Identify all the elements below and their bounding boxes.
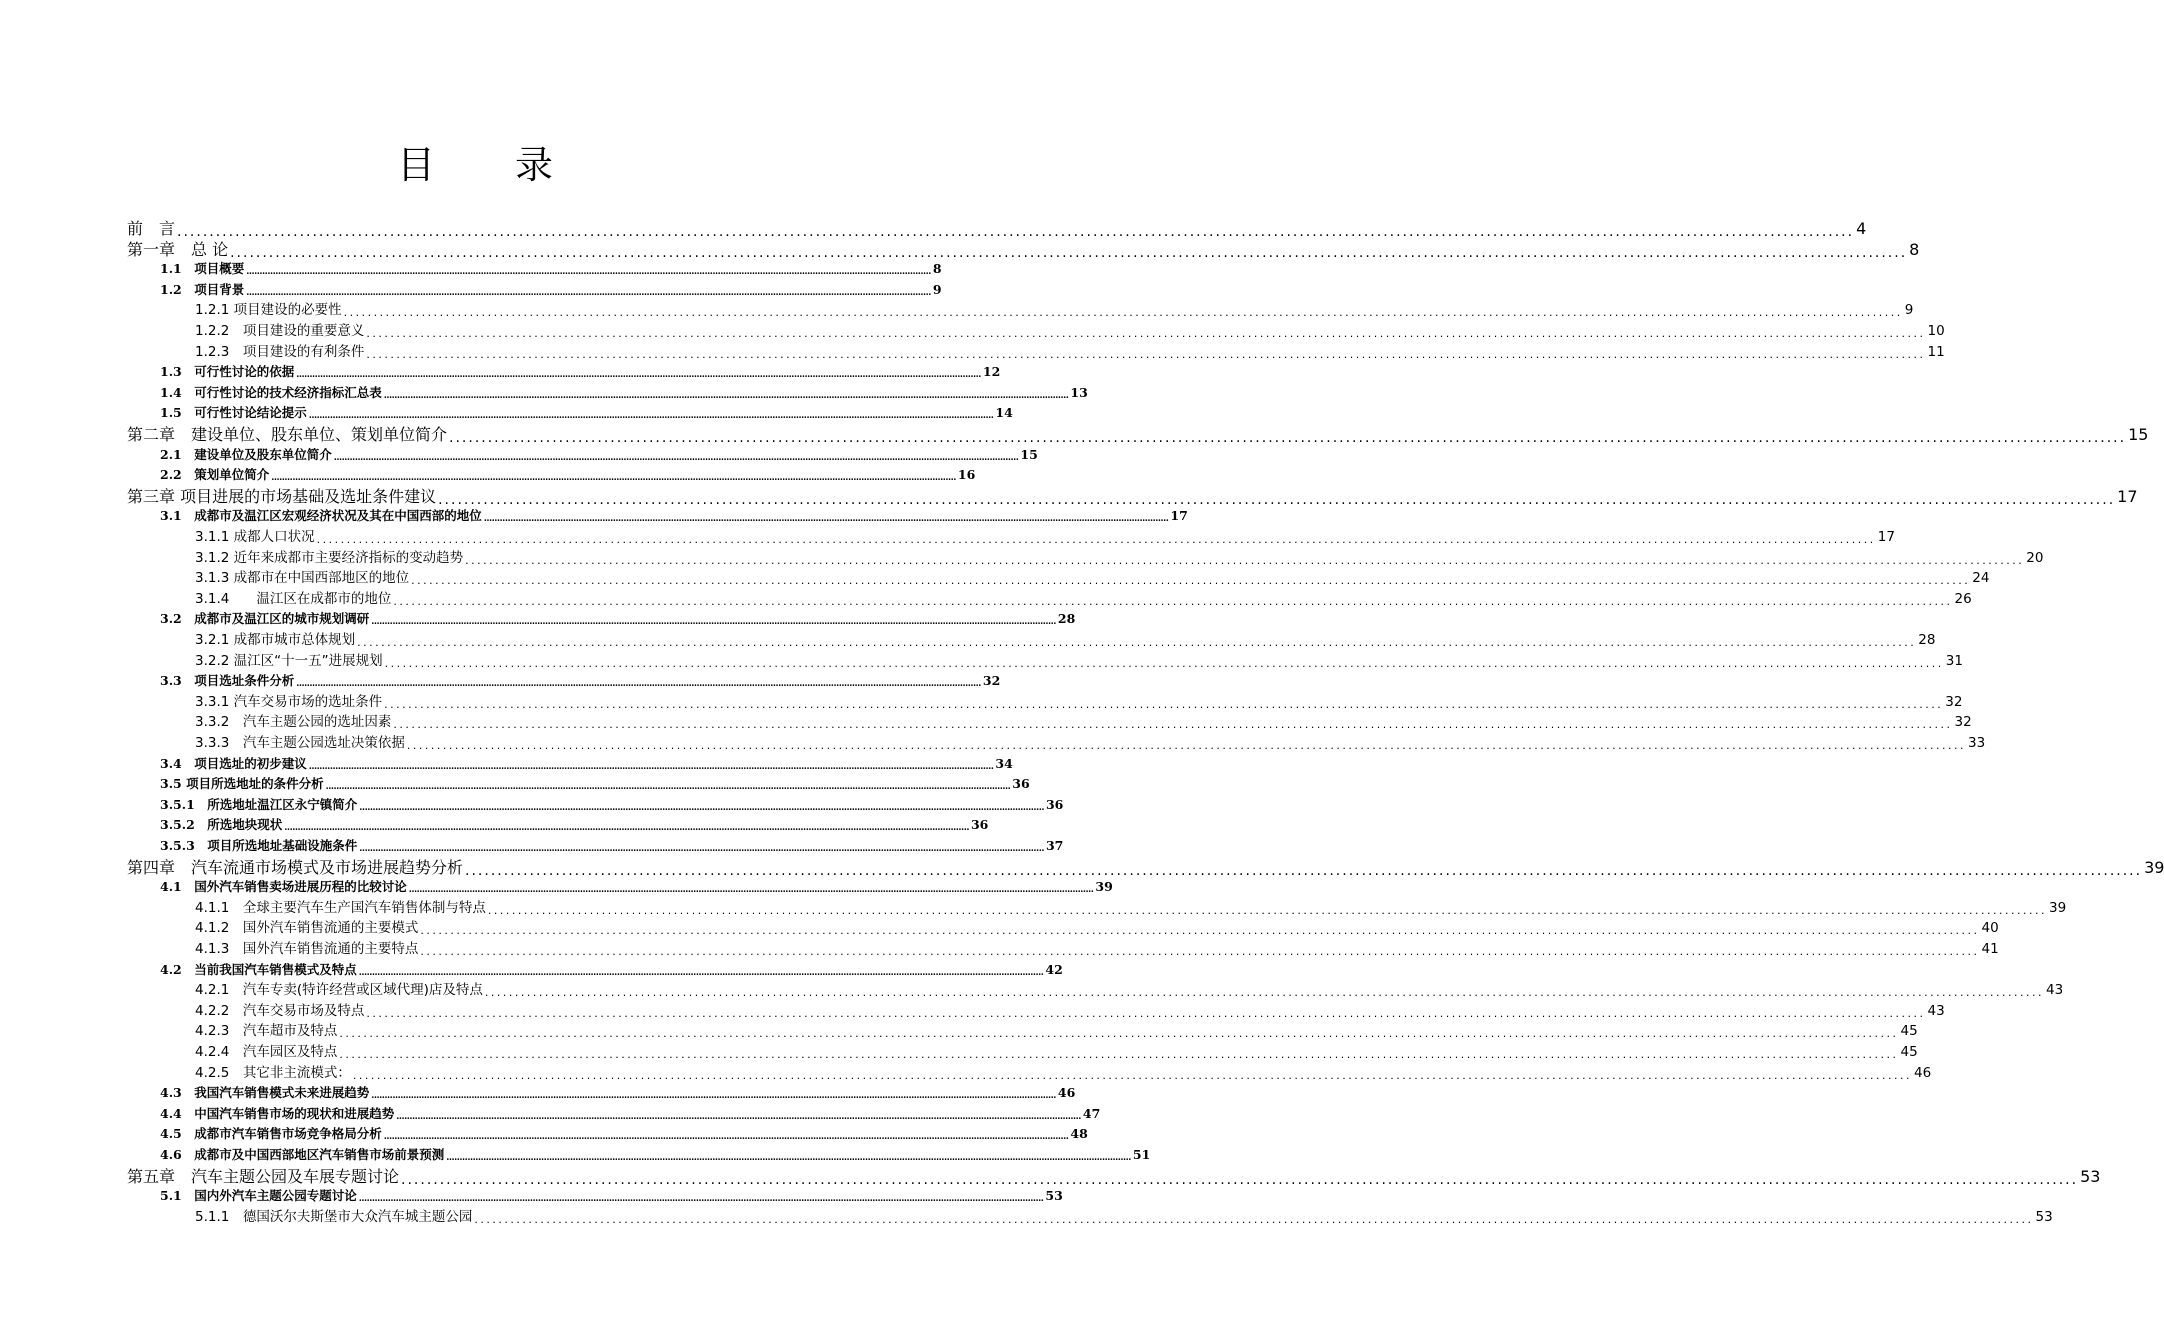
toc-entry-page: 32: [1954, 714, 1972, 731]
toc-entry-page: 34: [995, 755, 1013, 771]
toc-entry-label: 3.1.4 温江区在成都市的地位: [195, 590, 392, 607]
toc-entry[interactable]: [160, 877, 1113, 897]
toc-entry-page: 14: [995, 405, 1013, 421]
toc-entry-label: 4.5 成都市汽车销售市场竞争格局分析: [160, 1126, 382, 1142]
toc-entry[interactable]: [160, 960, 1063, 980]
toc-leader-dots: ....................................................................................................................................................................................................................................................................: [474, 1212, 2034, 1226]
toc-leader-dots: ....................................................................................................................................................................................................................................................................: [406, 739, 1966, 752]
toc-entry-label: 4.2.5 其它非主流模式：: [195, 1064, 351, 1081]
toc-leader-dots: ....................................................................................................................................................................................................................................................................: [484, 986, 2045, 1000]
toc-entry-page: 8: [1909, 239, 1920, 259]
toc-entry-page: 17: [2117, 486, 2138, 506]
toc-entry[interactable]: [195, 589, 1972, 609]
toc-leader-dots: ....................................................................................................................................................................................................................................................................: [271, 473, 956, 484]
toc-entry-label: 3.2.2 温江区“十一五”进展规划: [195, 652, 383, 669]
toc-leader-dots: ....................................................................................................................................................................................................................................................................: [383, 1132, 1069, 1143]
toc-entry-page: 26: [1954, 590, 1972, 607]
toc-entry[interactable]: [160, 754, 1013, 774]
toc-entry-label: 1.2.1 项目建设的必要性: [195, 302, 342, 319]
toc-entry-page: 51: [1132, 1147, 1151, 1162]
toc-entry-page: 33: [1967, 735, 1986, 751]
toc-leader-dots: ....................................................................................................................................................................................................................................................................: [420, 945, 1980, 958]
toc-entry[interactable]: [195, 692, 1963, 712]
toc-leader-dots: ....................................................................................................................................................................................................................................................................: [359, 802, 1044, 813]
toc-entry[interactable]: [195, 548, 2044, 568]
toc-entry-label: 4.3 我国汽车销售模式未来进展趋势: [160, 1085, 370, 1101]
toc-entry[interactable]: [160, 383, 1088, 403]
toc-entry[interactable]: [160, 1145, 1151, 1165]
toc-entry-page: 37: [1045, 838, 1064, 853]
toc-entry-page: 40: [1981, 920, 1999, 937]
toc-entry-label: 前 言: [127, 219, 176, 238]
toc-leader-dots: ....................................................................................................................................................................................................................................................................: [343, 306, 1903, 320]
toc-entry[interactable]: [195, 321, 1945, 341]
toc-entry-page: 32: [1945, 693, 1963, 710]
toc-entry-label: 3.1.1 成都人口状况: [195, 529, 315, 545]
toc-entry[interactable]: [160, 445, 1038, 465]
toc-entry-page: 17: [1170, 508, 1188, 524]
toc-leader-dots: ....................................................................................................................................................................................................................................................................: [358, 1194, 1044, 1205]
toc-leader-dots: ....................................................................................................................................................................................................................................................................: [383, 390, 1069, 401]
toc-entry[interactable]: [195, 1042, 1918, 1062]
toc-entry[interactable]: [160, 403, 1013, 423]
toc-leader-dots: ....................................................................................................................................................................................................................................................................: [371, 1091, 1056, 1102]
toc-entry[interactable]: [195, 733, 1986, 753]
toc-entry[interactable]: [160, 465, 976, 485]
page-title: 目 录: [396, 143, 588, 187]
toc-leader-dots: ....................................................................................................................................................................................................................................................................: [408, 885, 1094, 896]
toc-entry-page: 31: [1945, 652, 1963, 669]
toc-entry-label: 3.2 成都市及温江区的城市规划调研: [160, 611, 370, 627]
toc-entry-label: 3.5.2 所选地块现状: [160, 817, 283, 833]
toc-entry-page: 45: [1900, 1023, 1918, 1040]
toc-entry[interactable]: [127, 218, 1867, 240]
toc-entry[interactable]: [160, 671, 1001, 691]
toc-entry-page: 46: [1913, 1064, 1932, 1081]
toc-entry-label: 1.2.3 项目建设的有利条件: [195, 343, 365, 360]
toc-entry-page: 39: [2048, 899, 2067, 916]
toc-entry-label: 3.5.3 项目所选地址基础设施条件: [160, 838, 358, 853]
toc-entry-page: 36: [970, 817, 989, 833]
toc-entry-label: 1.3 可行性讨论的依据: [160, 364, 295, 380]
toc-leader-dots: ....................................................................................................................................................................................................................................................................: [393, 718, 1953, 732]
toc-entry-label: 第三章 项目进展的市场基础及选址条件建议: [127, 486, 437, 506]
toc-entry[interactable]: [195, 651, 1963, 671]
toc-entry[interactable]: [195, 1021, 1918, 1041]
toc-entry-page: 11: [1927, 343, 1945, 360]
toc-leader-dots: ....................................................................................................................................................................................................................................................................: [396, 1111, 1081, 1122]
toc-entry-label: 4.2 当前我国汽车销售模式及特点: [160, 961, 357, 977]
toc-entry-page: 32: [982, 673, 1001, 689]
toc-leader-dots: ....................................................................................................................................................................................................................................................................: [308, 411, 994, 422]
toc-entry[interactable]: [195, 527, 1895, 547]
toc-entry[interactable]: [195, 980, 2064, 1000]
toc-entry-page: 9: [932, 281, 942, 297]
toc-leader-dots: ....................................................................................................................................................................................................................................................................: [325, 782, 1011, 793]
toc-leader-dots: ....................................................................................................................................................................................................................................................................: [411, 574, 1971, 588]
toc-entry-page: 53: [2080, 1166, 2101, 1186]
toc-leader-dots: ....................................................................................................................................................................................................................................................................: [230, 244, 1908, 261]
toc-entry[interactable]: [160, 836, 1064, 856]
toc-entry[interactable]: [195, 342, 1945, 362]
toc-entry[interactable]: [195, 300, 1914, 320]
toc-entry[interactable]: [160, 506, 1188, 526]
toc-entry[interactable]: [195, 1207, 2053, 1227]
toc-entry-page: 39: [2144, 857, 2164, 877]
toc-entry-label: 5.1 国内外汽车主题公园专题讨论: [160, 1188, 357, 1204]
toc-entry-page: 8: [932, 261, 942, 277]
toc-entry-page: 17: [1877, 529, 1895, 545]
toc-entry-page: 45: [1900, 1044, 1918, 1060]
toc-entry-page: 12: [982, 364, 1001, 380]
toc-entry-page: 43: [2046, 982, 2064, 999]
toc-leader-dots: ....................................................................................................................................................................................................................................................................: [177, 224, 1855, 240]
toc-entry-label: 第四章 汽车流通市场模式及市场进展趋势分析: [127, 857, 464, 877]
toc-entry-page: 4: [1856, 219, 1867, 238]
toc-leader-dots: ....................................................................................................................................................................................................................................................................: [358, 967, 1044, 978]
toc-entry-label: 5.1.1 德国沃尔夫斯堡市大众汽车城主题公园: [195, 1208, 473, 1225]
toc-entry-page: 13: [1070, 384, 1088, 400]
toc-leader-dots: ....................................................................................................................................................................................................................................................................: [483, 514, 1169, 525]
toc-entry-label: 3.1.2 近年来成都市主要经济指标的变动趋势: [195, 549, 464, 566]
toc-entry[interactable]: [160, 795, 1064, 815]
toc-entry-page: 47: [1082, 1105, 1101, 1121]
toc-entry[interactable]: [160, 1186, 1063, 1206]
toc-leader-dots: ....................................................................................................................................................................................................................................................................: [384, 697, 1944, 711]
toc-entry[interactable]: [160, 774, 1030, 794]
toc-entry-page: 10: [1927, 323, 1945, 339]
toc-entry[interactable]: [160, 362, 1001, 382]
toc-entry[interactable]: [160, 815, 989, 835]
toc-entry-page: 53: [2035, 1208, 2053, 1225]
toc-entry[interactable]: [195, 630, 1936, 650]
toc-entry-page: 36: [1012, 776, 1030, 792]
toc-entry-label: 3.3.2 汽车主题公园的选址因素: [195, 714, 392, 731]
toc-entry-page: 41: [1981, 941, 1999, 957]
toc-entry[interactable]: [195, 568, 1990, 588]
toc-entry-page: 16: [957, 467, 976, 483]
toc-entry-label: 4.1.2 国外汽车销售流通的主要模式: [195, 920, 419, 937]
toc-leader-dots: ....................................................................................................................................................................................................................................................................: [296, 679, 981, 690]
toc-entry[interactable]: [195, 1001, 1945, 1021]
toc-entry[interactable]: [127, 239, 1920, 261]
toc-leader-dots: ....................................................................................................................................................................................................................................................................: [352, 1068, 1912, 1082]
toc-entry-label: 4.2.4 汽车园区及特点: [195, 1044, 338, 1060]
toc-entry[interactable]: [195, 712, 1972, 732]
toc-entry-label: 4.2.2 汽车交易市场及特点: [195, 1002, 365, 1019]
toc-leader-dots: ....................................................................................................................................................................................................................................................................: [246, 287, 931, 298]
toc-leader-dots: ....................................................................................................................................................................................................................................................................: [401, 1171, 2079, 1188]
toc-leader-dots: ....................................................................................................................................................................................................................................................................: [366, 1006, 1926, 1020]
toc-leader-dots: ....................................................................................................................................................................................................................................................................: [339, 1048, 1899, 1061]
toc-leader-dots: ....................................................................................................................................................................................................................................................................: [487, 903, 2047, 917]
toc-entry-label: 第一章 总 论: [127, 239, 229, 259]
toc-leader-dots: ....................................................................................................................................................................................................................................................................: [438, 491, 2116, 508]
toc-entry-label: 3.5.1 所选地址温江区永宁镇简介: [160, 796, 358, 812]
toc-entry-label: 4.1 国外汽车销售卖场进展历程的比较讨论: [160, 879, 407, 895]
toc-entry-label: 第二章 建设单位、股东单位、策划单位简介: [127, 425, 448, 444]
toc-entry-page: 46: [1057, 1085, 1076, 1101]
toc-leader-dots: ....................................................................................................................................................................................................................................................................: [465, 862, 2143, 879]
toc-entry-label: 4.4 中国汽车销售市场的现状和进展趋势: [160, 1105, 395, 1121]
toc-entry-page: 24: [1972, 570, 1990, 587]
toc-entry[interactable]: [195, 918, 1999, 938]
toc-entry-label: 3.1 成都市及温江区宏观经济状况及其在中国西部的地位: [160, 508, 482, 524]
toc-leader-dots: ....................................................................................................................................................................................................................................................................: [393, 594, 1953, 608]
toc-entry[interactable]: [160, 280, 942, 300]
toc-entry-page: 53: [1045, 1188, 1063, 1204]
toc-entry-page: 9: [1904, 302, 1914, 319]
toc-entry-label: 2.1 建设单位及股东单位简介: [160, 446, 332, 462]
toc-entry-page: 28: [1057, 611, 1076, 627]
toc-entry[interactable]: [160, 1104, 1101, 1124]
toc-entry-label: 3.3.1 汽车交易市场的选址条件: [195, 693, 383, 710]
toc-entry-label: 4.1.1 全球主要汽车生产国汽车销售体制与特点: [195, 899, 486, 916]
toc-leader-dots: ....................................................................................................................................................................................................................................................................: [465, 553, 2025, 567]
toc-entry-label: 4.1.3 国外汽车销售流通的主要特点: [195, 941, 419, 957]
toc-leader-dots: ....................................................................................................................................................................................................................................................................: [333, 452, 1019, 463]
toc-entry-page: 48: [1070, 1126, 1088, 1142]
toc-entry[interactable]: [160, 1083, 1076, 1103]
toc-entry-label: 3.2.1 成都市城市总体规划: [195, 632, 356, 648]
toc-leader-dots: ....................................................................................................................................................................................................................................................................: [284, 823, 969, 834]
toc-entry-label: 1.2 项目背景: [160, 281, 245, 297]
toc-entry-label: 3.4 项目选址的初步建议: [160, 755, 307, 771]
toc-entry-label: 1.1 项目概要: [160, 261, 245, 277]
toc-leader-dots: ....................................................................................................................................................................................................................................................................: [357, 636, 1917, 649]
toc-entry-page: 20: [2026, 549, 2044, 566]
toc-entry[interactable]: [127, 486, 2138, 508]
toc-leader-dots: ....................................................................................................................................................................................................................................................................: [308, 761, 994, 772]
toc-leader-dots: ....................................................................................................................................................................................................................................................................: [384, 656, 1944, 670]
toc-entry-page: 39: [1095, 879, 1113, 895]
toc-leader-dots: ....................................................................................................................................................................................................................................................................: [366, 347, 1926, 361]
toc-entry-label: 1.2.2 项目建设的重要意义: [195, 323, 365, 339]
toc-leader-dots: ....................................................................................................................................................................................................................................................................: [316, 533, 1876, 546]
toc-entry-label: 3.5 项目所选地址的条件分析: [160, 776, 324, 792]
toc-entry-page: 43: [1927, 1002, 1945, 1019]
toc-leader-dots: ....................................................................................................................................................................................................................................................................: [359, 844, 1044, 854]
toc-entry[interactable]: [127, 1166, 2101, 1188]
toc-leader-dots: ....................................................................................................................................................................................................................................................................: [420, 924, 1980, 938]
toc-leader-dots: ....................................................................................................................................................................................................................................................................: [339, 1027, 1899, 1041]
toc-leader-dots: ....................................................................................................................................................................................................................................................................: [446, 1153, 1131, 1163]
toc-entry-page: 36: [1045, 796, 1064, 812]
toc-entry[interactable]: [127, 857, 2164, 879]
toc-entry-label: 第五章 汽车主题公园及车展专题讨论: [127, 1166, 400, 1186]
toc-entry[interactable]: [195, 898, 2067, 918]
toc-entry-label: 3.3.3 汽车主题公园选址决策依据: [195, 735, 405, 751]
toc-leader-dots: ....................................................................................................................................................................................................................................................................: [246, 267, 931, 278]
toc-entry-label: 3.1.3 成都市在中国西部地区的地位: [195, 570, 410, 587]
toc-entry[interactable]: [195, 939, 1999, 959]
toc-entry[interactable]: [127, 424, 2149, 446]
toc-entry-label: 1.5 可行性讨论结论提示: [160, 405, 307, 421]
toc-entry-label: 4.2.1 汽车专卖(特许经营或区域代理)店及特点: [195, 982, 483, 999]
toc-leader-dots: ....................................................................................................................................................................................................................................................................: [366, 327, 1926, 340]
toc-entry-label: 4.6 成都市及中国西部地区汽车销售市场前景预测: [160, 1147, 445, 1162]
toc-entry[interactable]: [160, 259, 942, 279]
toc-entry-label: 2.2 策划单位简介: [160, 467, 270, 483]
toc-entry[interactable]: [160, 609, 1076, 629]
toc-leader-dots: ....................................................................................................................................................................................................................................................................: [296, 370, 981, 381]
toc-leader-dots: ....................................................................................................................................................................................................................................................................: [449, 430, 2127, 446]
toc-entry-page: 15: [2128, 425, 2149, 444]
toc-leader-dots: ....................................................................................................................................................................................................................................................................: [371, 617, 1056, 628]
toc-entry-label: 3.3 项目选址条件分析: [160, 673, 295, 689]
toc-entry-label: 1.4 可行性讨论的技术经济指标汇总表: [160, 384, 382, 400]
toc-entry-page: 15: [1020, 446, 1038, 462]
toc-entry-page: 42: [1045, 961, 1063, 977]
toc-entry-page: 28: [1918, 632, 1936, 648]
toc-entry[interactable]: [195, 1063, 1932, 1083]
toc-entry-label: 4.2.3 汽车超市及特点: [195, 1023, 338, 1040]
toc-entry[interactable]: [160, 1124, 1088, 1144]
